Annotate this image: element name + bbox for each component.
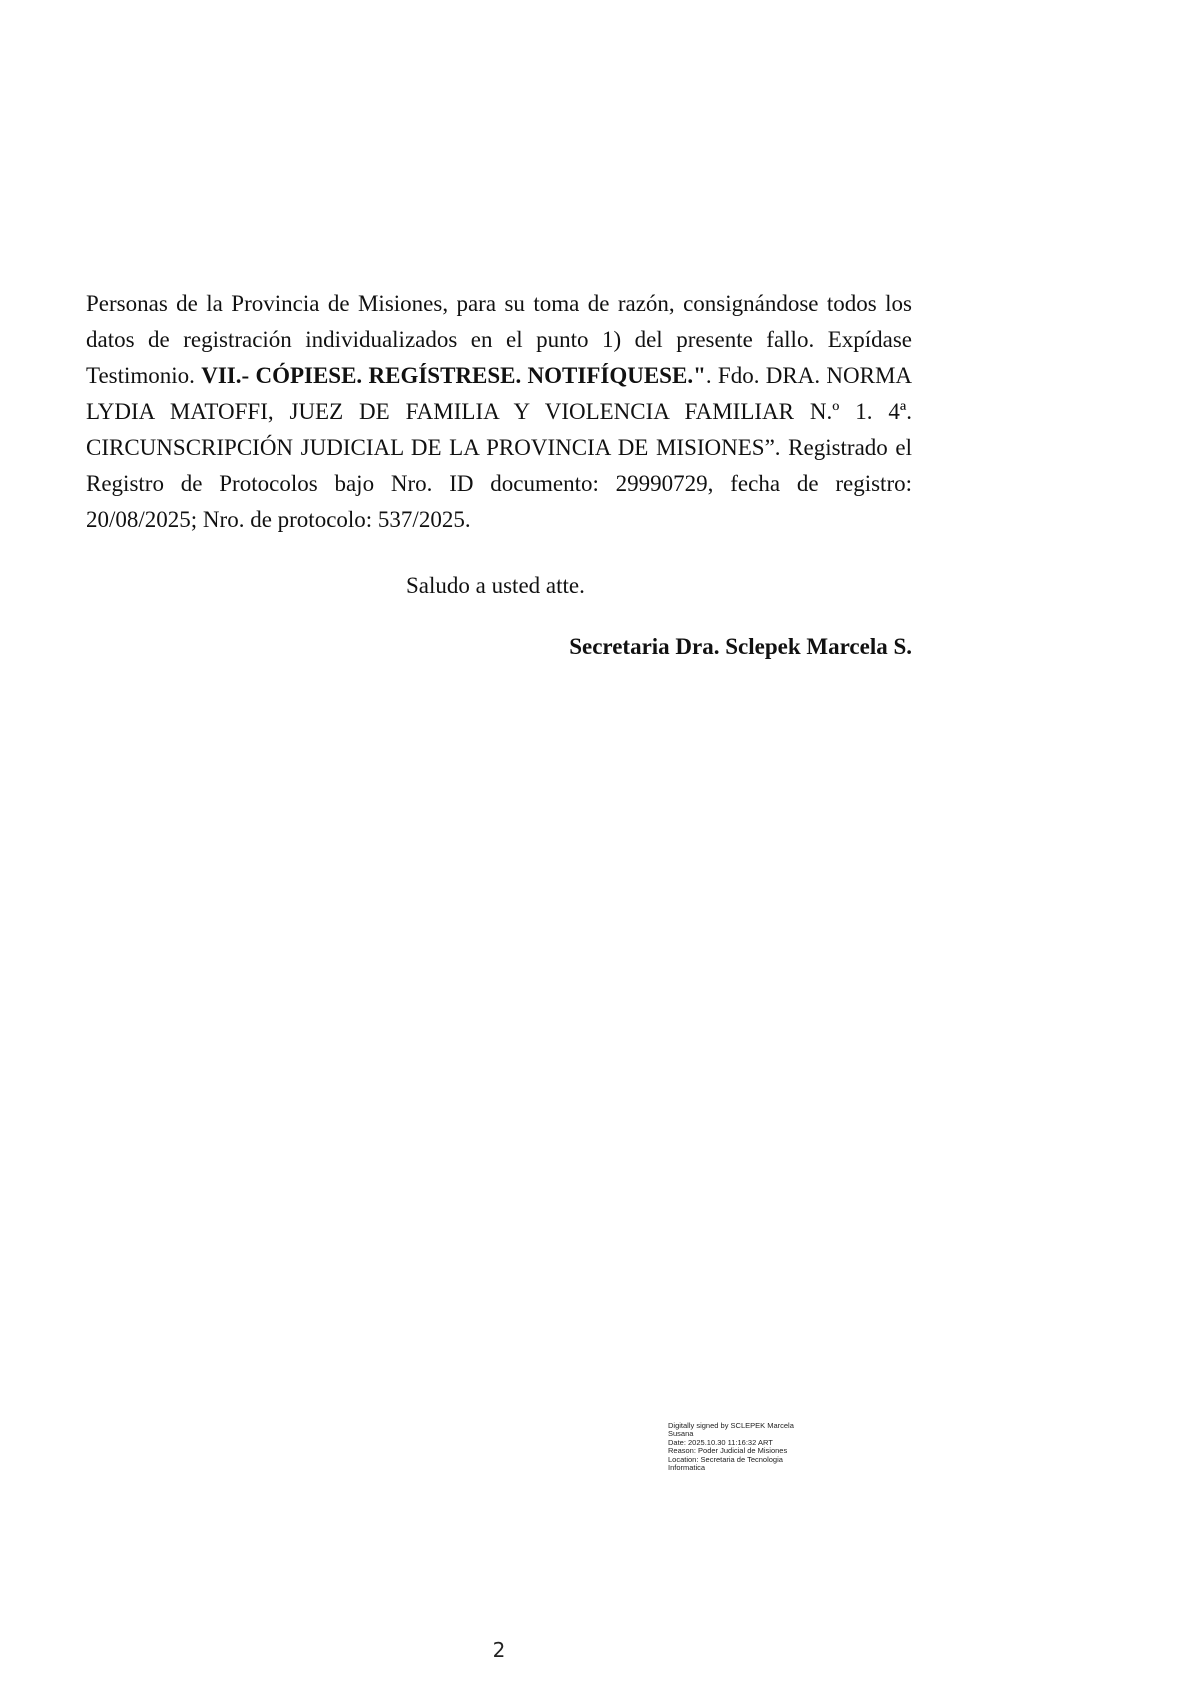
digital-signature-line: Reason: Poder Judicial de Misiones [668,1446,788,1456]
digital-signature-line: Digitally signed by SCLEPEK Marcela [668,1421,794,1430]
digital-signature-line: Susana [668,1429,694,1439]
digital-signature-line: Location: Secretaria de Tecnologia [668,1454,783,1464]
signer-name: Secretaria Dra. Sclepek Marcela S. [569,634,912,659]
digital-signature-line: Informatica [668,1463,706,1473]
body-paragraph [86,286,912,538]
closing-greeting: Saludo a usted atte. [406,573,585,598]
paragraph-text-part2: . Fdo. DRA. NORMA LYDIA MATOFFI, JUEZ DE FAMILIA Y VIOLENCIA FAMILIAR N.º 1. 4ª. CIRCUNSCRIPCIÓN JUDICIAL DE LA PROVINCIA DE MISIONES”. Registrado el Registro de Protocolos bajo Nro. ID documento: 29990729, fecha de registro: 20/08/2025; Nro. de protocolo: 537/2025. [86,363,912,532]
paragraph-bold-directive: VII.- CÓPIESE. REGÍSTRESE. NOTIFÍQUESE. [201,363,694,388]
digital-signature-line: Date: 2025.10.30 11:16:32 ART [668,1437,773,1447]
page-number: 2 [492,1638,506,1662]
paragraph-quote-mark: " [693,363,706,388]
paragraph-text-part1: Personas de la Provincia de Misiones, para su toma de razón, consignándose todos los datos de registración individualizados en el punto 1) del presente fallo. Expídase Testimonio. [86,291,912,388]
digital-signature-block [668,1422,818,1472]
